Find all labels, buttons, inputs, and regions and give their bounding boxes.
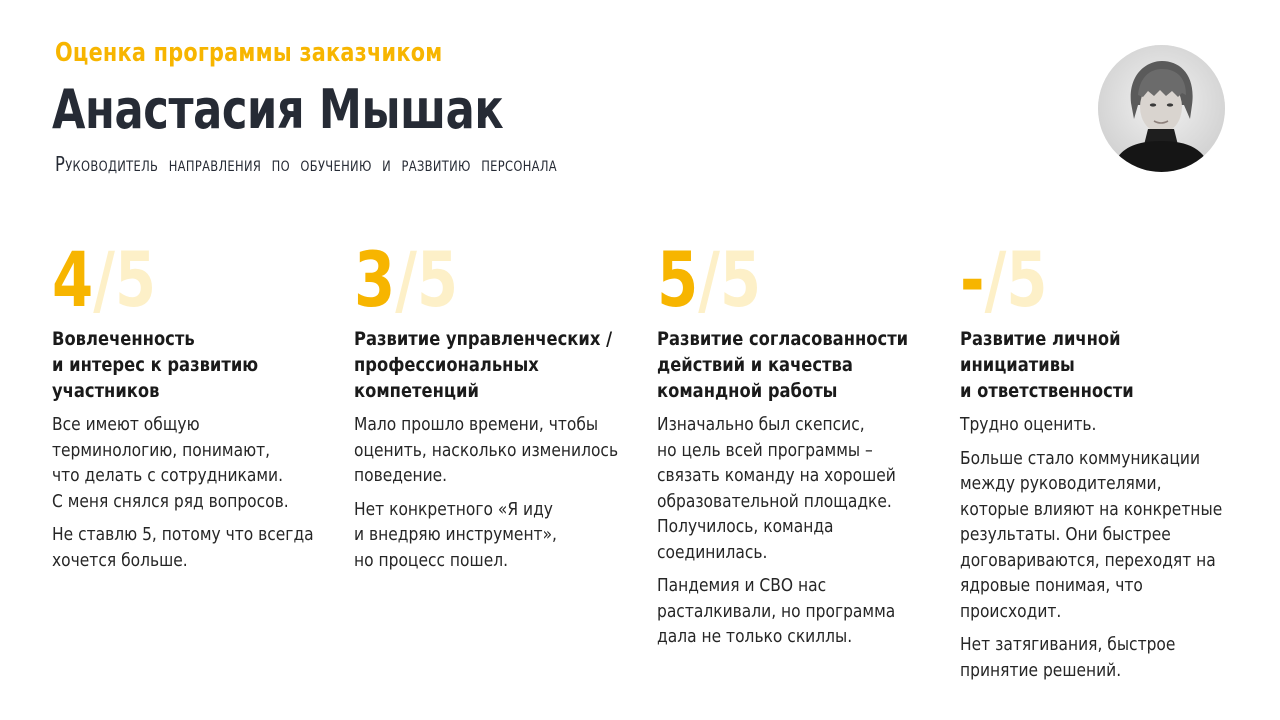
score-card: [354, 235, 624, 581]
comment-line: Больше стало коммуникации: [960, 447, 1201, 469]
score-value: [52, 235, 263, 324]
comment-line: договариваются, переходят на: [960, 549, 1216, 571]
comment-line: Получилось, команда: [657, 516, 834, 537]
criterion-comment: [657, 412, 932, 650]
comment-line: Изначально был скепсис,: [657, 414, 865, 435]
comment-line: Нет конкретного «Я иду: [354, 498, 553, 520]
comment-line: образовательной площадке.: [657, 490, 892, 512]
score-max: 5: [719, 235, 762, 324]
comment-line: но процесс пошел.: [354, 549, 509, 571]
comment-line: Пандемия и СВО нас: [657, 575, 827, 596]
criterion-heading: [354, 326, 612, 404]
heading-line: профессиональных: [354, 354, 539, 376]
heading-line: и интерес к развитию: [52, 354, 259, 376]
comment-line: оценить, насколько изменилось: [354, 439, 619, 461]
comment-line: Трудно оценить.: [960, 414, 1097, 435]
comment-paragraph: [960, 412, 1235, 438]
comment-line: результаты. Они быстрее: [960, 524, 1171, 545]
heading-line: Развитие управленческих /: [354, 328, 613, 350]
comment-paragraph: [657, 573, 932, 650]
comment-paragraph: [960, 632, 1235, 683]
heading-line: действий и качества: [657, 354, 853, 376]
score-separator: /: [395, 235, 417, 324]
score-separator: /: [984, 235, 1007, 324]
score-number: 5: [657, 235, 699, 324]
comment-line: поведение.: [354, 465, 448, 486]
score-max: 5: [416, 235, 459, 324]
comment-line: что делать с сотрудниками.: [52, 465, 284, 486]
comment-paragraph: [52, 412, 327, 514]
score-separator: /: [93, 235, 115, 324]
score-number: -: [960, 235, 985, 324]
person-name: Анастасия Мышак: [52, 78, 504, 141]
criterion-comment: [960, 412, 1235, 683]
score-value: [657, 235, 868, 324]
comment-line: между руководителями,: [960, 473, 1162, 494]
heading-line: командной работы: [657, 380, 838, 402]
criterion-heading: [52, 326, 310, 404]
avatar: [1098, 45, 1225, 172]
section-kicker: Оценка программы заказчиком: [55, 38, 443, 68]
heading-line: компетенций: [354, 380, 479, 402]
comment-line: соединилась.: [657, 541, 768, 563]
heading-line: участников: [52, 380, 160, 402]
comment-line: Мало прошло времени, чтобы: [354, 414, 599, 435]
score-number: 3: [354, 235, 396, 324]
comment-line: связать команду на хорошей: [657, 465, 896, 486]
heading-line: инициативы: [960, 354, 1075, 376]
score-value: [960, 235, 1171, 324]
comment-line: расталкивали, но программа: [657, 600, 896, 622]
comment-line: ядровые понимая, что: [960, 575, 1143, 596]
comment-paragraph: [354, 497, 629, 574]
score-card: [657, 235, 927, 658]
comment-paragraph: [960, 446, 1235, 625]
criterion-heading: [960, 326, 1218, 404]
heading-line: и ответственности: [960, 380, 1134, 402]
score-number: 4: [52, 235, 94, 324]
comment-paragraph: [354, 412, 629, 489]
person-role: Руководитель направления по обучению и развитию персонала: [55, 152, 557, 176]
comment-line: хочется больше.: [52, 549, 188, 571]
comment-line: С меня снялся ряд вопросов.: [52, 490, 289, 512]
portrait-photo: [1098, 45, 1225, 172]
criterion-heading: [657, 326, 915, 404]
comment-line: терминологию, понимают,: [52, 439, 271, 461]
score-value: [354, 235, 565, 324]
heading-line: Вовлеченность: [52, 328, 195, 350]
score-max: 5: [1006, 235, 1048, 324]
comment-line: принятие решений.: [960, 659, 1122, 681]
score-max: 5: [114, 235, 157, 324]
comment-line: дала не только скиллы.: [657, 626, 853, 647]
comment-paragraph: [52, 522, 327, 573]
comment-line: Все имеют общую: [52, 414, 200, 435]
comment-line: но цель всей программы –: [657, 439, 873, 461]
score-separator: /: [698, 235, 720, 324]
score-card: [52, 235, 322, 581]
comment-line: которые влияют на конкретные: [960, 498, 1223, 520]
heading-line: Развитие личной: [960, 328, 1121, 350]
comment-line: происходит.: [960, 600, 1062, 622]
comment-paragraph: [657, 412, 932, 565]
heading-line: Развитие согласованности: [657, 328, 909, 350]
comment-line: Не ставлю 5, потому что всегда: [52, 524, 314, 545]
comment-line: Нет затягивания, быстрое: [960, 634, 1176, 655]
criterion-comment: [354, 412, 629, 573]
score-card: [960, 235, 1230, 691]
comment-line: и внедряю инструмент»,: [354, 524, 557, 545]
criterion-comment: [52, 412, 327, 573]
